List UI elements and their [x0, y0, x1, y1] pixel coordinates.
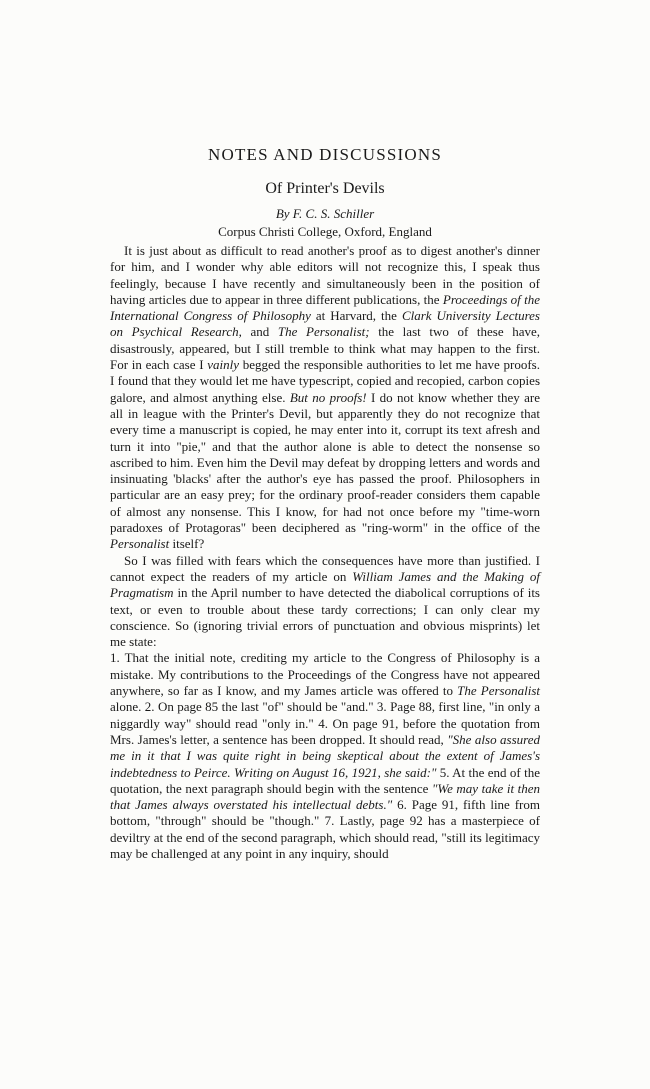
text-run: and [241, 324, 278, 340]
paragraph-3 [110, 650, 540, 862]
emphasis: vainly [207, 357, 240, 373]
journal-title: The Personalist [457, 683, 540, 699]
journal-title: Clark University Lectures on Psychical Research, [110, 308, 540, 340]
journal-title: Personalist [110, 536, 170, 552]
article-body [110, 243, 540, 862]
text-run: begged the responsible authorities to let me have proofs. I found that they would let me have typescript, copied and recopied, carbon copies galore, and almost anything else. [110, 357, 540, 405]
text-run: alone. 2. On page 85 the last "of" should be "and." 3. Page 88, first line, "in only a niggardly way" should read "only in." 4. On page 91, before the quotation from Mrs. James's letter, a sentence has been dropped. It should read, [110, 699, 540, 747]
journal-title: Proceedings of the International Congress of Philosophy [110, 291, 540, 324]
quoted-correction: "She also assured me in it that I was quite right in being skeptical about the extent of James's indebtedness to Peirce. Writing on August 16, 1921, she said:" [110, 731, 540, 780]
quoted-correction: "We may take it then that James always overstated his intellectual debts." [110, 780, 541, 813]
author-affiliation: Corpus Christi College, Oxford, England [218, 224, 432, 239]
text-run: 6. Page 91, fifth line from bottom, "through" should be "though." 7. Lastly, page 92 has a masterpiece of deviltry at the end of the second paragraph, which should read, "still its legitimacy may be challenged at any point in any inquiry, should [110, 797, 541, 861]
text-run: at Harvard, the [310, 308, 402, 324]
article-reference: William James and the Making of Pragmatism [110, 568, 541, 601]
journal-title: The Personalist; [277, 324, 370, 340]
text-run: 5. At the end of the quotation, the next paragraph should begin with the sentence [110, 764, 540, 796]
text-run: So I was filled with fears which the consequences have more than justified. I cannot expect the readers of my article on [110, 552, 540, 584]
text-run: 1. That the initial note, crediting my article to the Congress of Philosophy is a mistake. My contributions to the Proceedings of the Congress have not appeared anywhere, so far as I know, and my James article was offered to [110, 650, 540, 699]
section-heading: NOTES AND DISCUSSIONS [208, 145, 442, 164]
text-run: It is just about as difficult to read another's proof as to digest another's dinner for him, and I wonder why able editors will not recognize this, I speak thus feelingly, because I have recently and simultaneously been in the position of having articles due to appear in three different publications, the [110, 243, 540, 307]
paragraph-1 [110, 243, 540, 553]
text-run: in the April number to have detected the diabolical corruptions of its text, or even to trouble about these tardy corrections; I can only clear my conscience. So (ignoring trivial errors of punctuation and obvious misprints) let me state: [110, 585, 540, 650]
text-run: itself? [169, 536, 205, 552]
text-run: the last two of these have, disastrously, appeared, but I still tremble to think what may happen to the first. For in each case I [110, 324, 541, 373]
article-byline: By F. C. S. Schiller [275, 206, 375, 221]
text-run: I do not know whether they are all in league with the Printer's Devil, but apparently they do not recognize that every time a manuscript is copied, he may enter into it, corrupt its text afresh and turn it into "pie," and that the author alone is able to detect the nonsense so ascribed to him. Even him the Devil may defeat by dropping letters and words and insinuating 'blacks' after the author's eye has passed the proof. Philosophers in particular are an easy prey; for the ordinary proof-reader considers them capable of almost any nonsense. This I know, for had not once before my "time-worn paradoxes of Protagoras" been deciphered as "ring-worm" in the office of the [110, 389, 540, 536]
article-title: Of Printer's Devils [265, 180, 385, 197]
emphasis: But no proofs! [289, 389, 367, 405]
paragraph-2 [110, 553, 540, 651]
